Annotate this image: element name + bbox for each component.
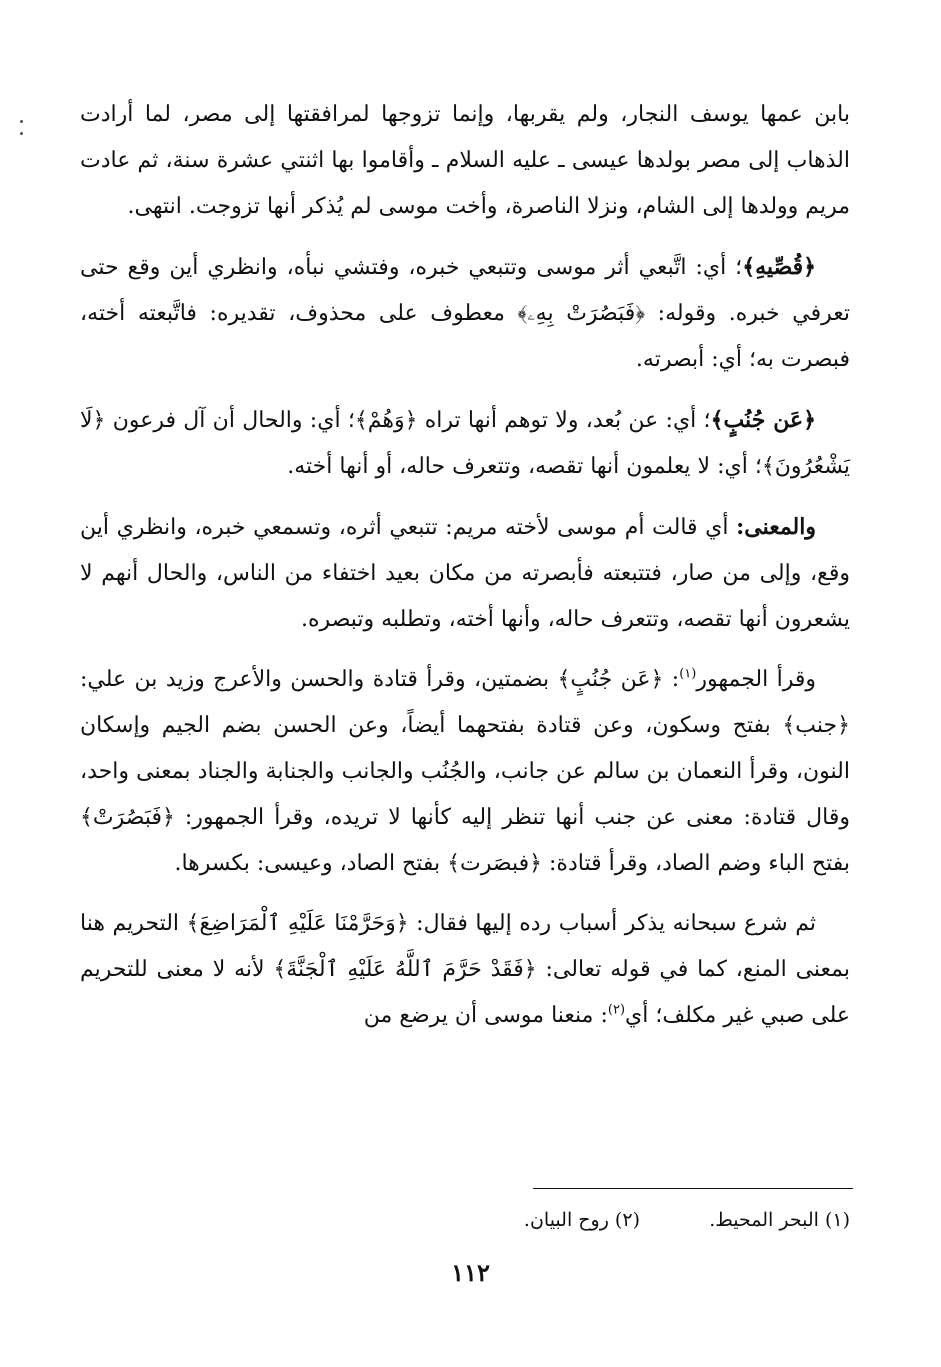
paragraph-text: : منعنا موسى أن يرضع من [363, 1003, 608, 1028]
quran-quote: ﴿قُصِّيهِ﴾ [742, 254, 816, 280]
footnote-separator [533, 1188, 853, 1189]
margin-mark [20, 120, 23, 123]
paragraph-text: ؛ أي: عن بُعد، ولا توهم أنها تراه ﴿وَهُمْ﴾؛ أي: والحال أن آل فرعون ﴿لَا يَشْعُرُونَ﴾؛ أي: لا يعلمون أنها تقصه، وتتعرف حاله، أو أنها أخته. [80, 408, 850, 479]
paragraph-start: وقرأ الجمهور [696, 667, 817, 692]
footnotes [80, 1205, 850, 1235]
footnote-1: (١) البحر المحيط. [709, 1209, 850, 1231]
paragraph-1 [80, 92, 850, 230]
paragraph-6 [80, 901, 850, 1039]
body-text [80, 92, 850, 1053]
paragraph-start: ثم شرع سبحانه يذكر أسباب رده إليها فقال: ﴿وَحَرَّمْنَا عَلَيْهِ ٱلْمَرَاضِعَ﴾ التحريم هنا بمعنى المنع، كما في قوله تعالى: ﴿فَقَدْ حَرَّمَ ٱللَّهُ عَلَيْهِ ٱلْجَنَّةَ﴾ لأنه لا معنى للتحريم على صبي غير مكلف؛ أي [80, 911, 850, 1028]
paragraph-3 [80, 397, 850, 490]
paragraph-5 [80, 657, 850, 887]
paragraph-text: بابن عمها يوسف النجار، ولم يقربها، وإنما تزوجها لمرافقتها إلى مصر، لما أرادت الذهاب إلى مصر بولدها عيسى ـ عليه السلام ـ وأقاموا بها اثنتي عشرة سنة، ثم عادت مريم وولدها إلى الشام، ونزلا الناصرة، وأخت موسى لم يُذكر أنها تزوجت. انتهى. [80, 102, 850, 219]
page-number: ١١٢ [451, 1258, 490, 1287]
paragraph-4 [80, 504, 850, 643]
footnote-2: (٢) روح البيان. [523, 1209, 640, 1231]
footnote-ref: (٢) [607, 1002, 626, 1018]
paragraph-lead: والمعنى: [736, 514, 816, 540]
paragraph-2 [80, 244, 850, 383]
footnote-ref: (١) [679, 666, 697, 682]
paragraph-text: : ﴿عَن جُنُبٍ﴾ بضمتين، وقرأ قتادة والحسن والأعرج وزيد بن علي: ﴿جنب﴾ بفتح وسكون، وعن قتادة بفتحهما أيضاً، وعن الحسن بضم الجيم وإسكان النون، وقرأ النعمان بن سالم عن جانب، والجُنُب والجانب والجنابة والجناد بمعنى واحد، وقال قتادة: معنى عن جنب أنها تنظر إليه كأنها لا تريده، وقرأ الجمهور: ﴿فَبَصُرَتْ﴾ بفتح الباء وضم الصاد، وقرأ قتادة: ﴿فبصَرت﴾ بفتح الصاد، وعيسى: بكسرها. [80, 667, 850, 876]
paragraph-text: ؛ أي: اتَّبعي أثر موسى وتتبعي خبره، وفتشي نبأه، وانظري أين وقع حتى تعرفي خبره. وقوله: ﴿فَبَصُرَتْ بِهِۦ﴾ معطوف على محذوف، تقديره: فاتَّبعته أخته، فبصرت به؛ أي: أبصرته. [80, 255, 850, 372]
paragraph-text: أي قالت أم موسى لأخته مريم: تتبعي أثره، وتسمعي خبره، وانظري أين وقع، وإلى من صار، فتتبعته فأبصرته من مكان بعيد اختفاء من الناس، والحال أنهم لا يشعرون أنها تقصه، وتتعرف حاله، وأنها أخته، وتطلبه وتبصره. [80, 515, 850, 632]
margin-mark [20, 132, 23, 135]
quran-quote: ﴿عَن جُنُبٍ﴾ [710, 407, 817, 433]
